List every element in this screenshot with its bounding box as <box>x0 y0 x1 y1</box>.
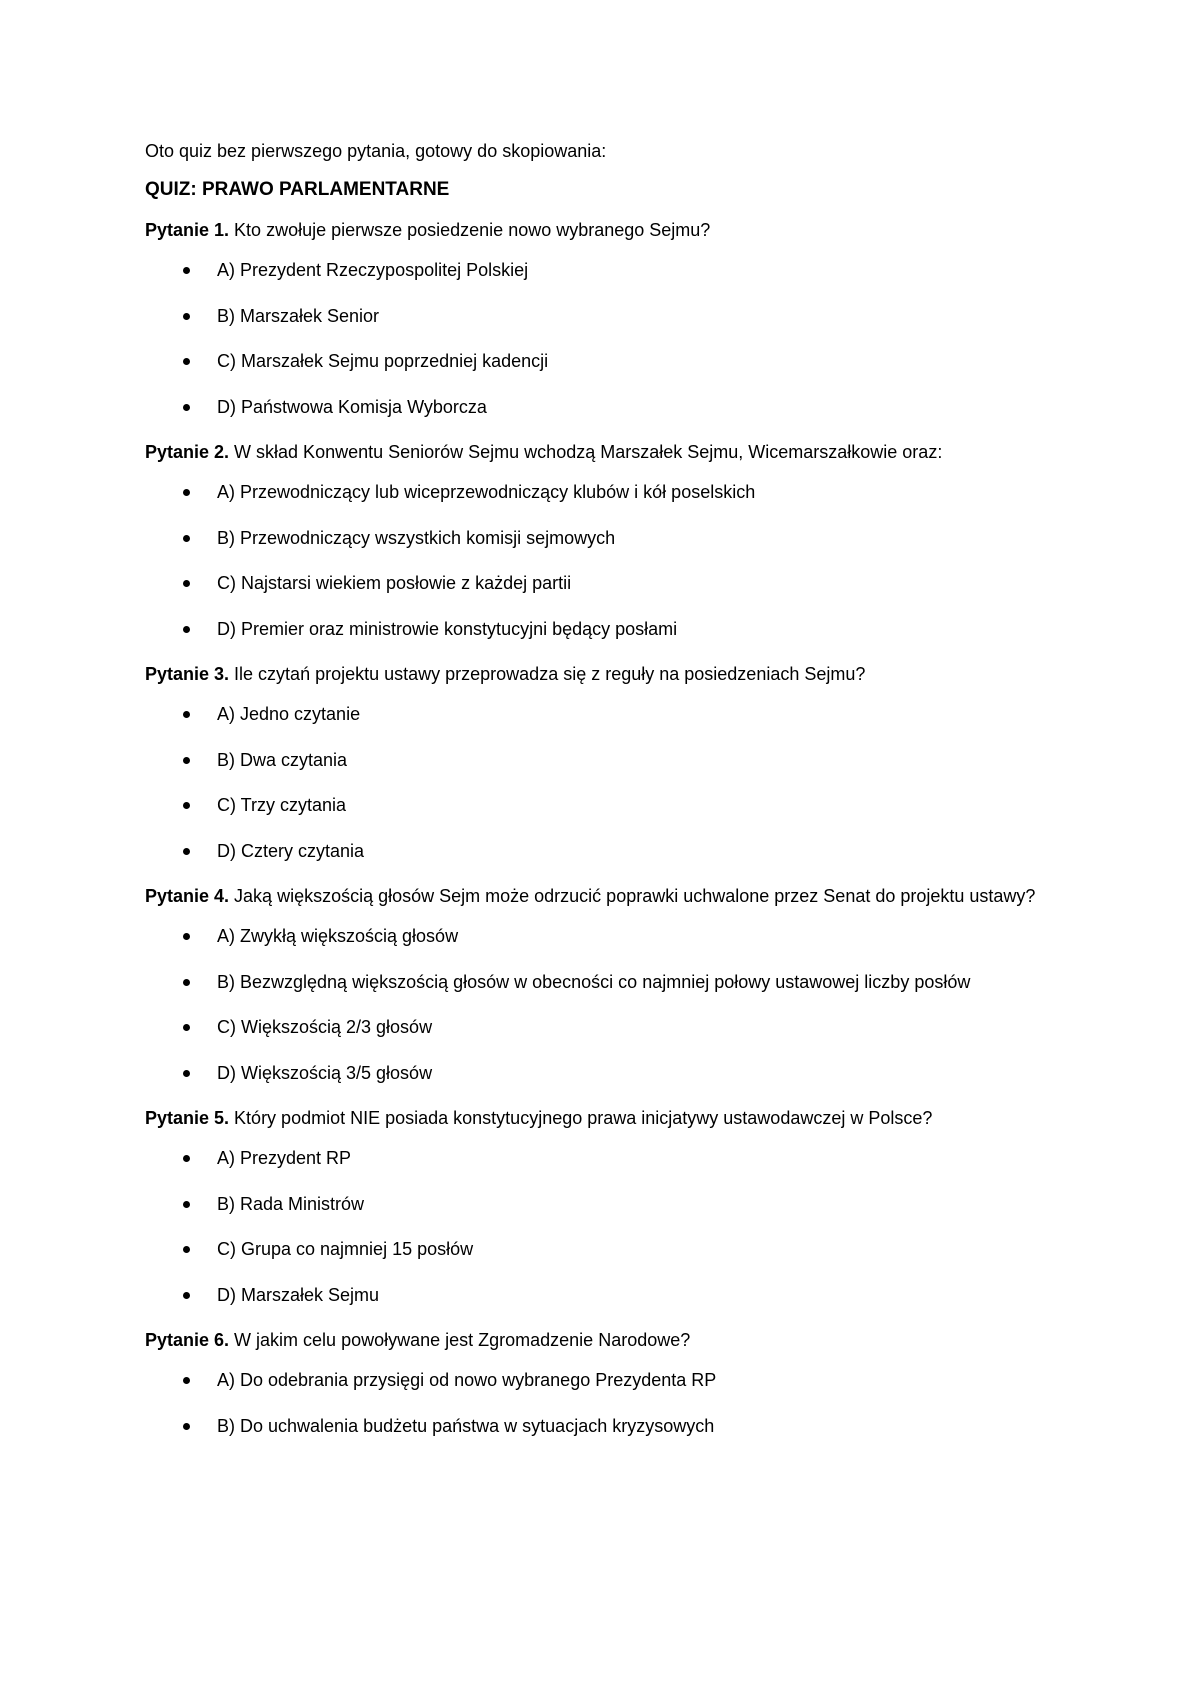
answer-item <box>145 349 1085 373</box>
intro-text: Oto quiz bez pierwszego pytania, gotowy do skopiowania: <box>145 141 607 161</box>
question-label: Pytanie 5. <box>145 1108 230 1128</box>
answer-list <box>145 702 1085 863</box>
question <box>145 662 1085 686</box>
question-block <box>145 1106 1085 1307</box>
bullet-icon <box>183 313 190 320</box>
question <box>145 440 1085 464</box>
answer-text: B) Przewodniczący wszystkich komisji sejmowych <box>217 527 616 548</box>
bullet-icon <box>183 267 190 274</box>
question-label: Pytanie 2. <box>145 442 230 462</box>
answer-item <box>145 702 1085 726</box>
question-label: Pytanie 6. <box>145 1330 230 1350</box>
bullet-icon <box>183 802 190 809</box>
answer-text: B) Bezwzględną większością głosów w obecności co najmniej połowy ustawowej liczby posłów <box>217 971 971 992</box>
bullet-icon <box>183 979 190 986</box>
answer-text: A) Jedno czytanie <box>217 704 361 724</box>
answer-item <box>145 1192 1085 1216</box>
answer-text: A) Prezydent Rzeczypospolitej Polskiej <box>217 260 529 280</box>
question <box>145 218 1085 242</box>
answer-item <box>145 793 1085 817</box>
bullet-icon <box>183 1070 190 1077</box>
question <box>145 1328 1085 1352</box>
answer-text: A) Prezydent RP <box>217 1148 352 1168</box>
bullet-icon <box>183 711 190 718</box>
question-text: Kto zwołuje pierwsze posiedzenie nowo wybranego Sejmu? <box>229 220 711 240</box>
answer-text: D) Premier oraz ministrowie konstytucyjni będący posłami <box>217 618 678 639</box>
bullet-icon <box>183 933 190 940</box>
answer-item <box>145 571 1085 595</box>
question-label: Pytanie 4. <box>145 886 230 906</box>
answer-text: D) Większością 3/5 głosów <box>217 1062 433 1083</box>
answer-text: B) Rada Ministrów <box>217 1193 365 1214</box>
question <box>145 884 1085 908</box>
answer-text: D) Państwowa Komisja Wyborcza <box>217 396 487 417</box>
bullet-icon <box>183 535 190 542</box>
answer-text: C) Najstarsi wiekiem posłowie z każdej partii <box>217 573 572 593</box>
bullet-icon <box>183 1377 190 1384</box>
question-text: Który podmiot NIE posiada konstytucyjnego prawa inicjatywy ustawodawczej w Polsce? <box>229 1108 933 1128</box>
answer-text: D) Marszałek Sejmu <box>217 1284 380 1305</box>
question-block <box>145 662 1085 863</box>
answer-text: A) Do odebrania przysięgi od nowo wybranego Prezydenta RP <box>217 1370 717 1390</box>
bullet-icon <box>183 358 190 365</box>
answer-item <box>145 258 1085 282</box>
answer-item <box>145 1414 1085 1438</box>
answer-text: A) Zwykłą większością głosów <box>217 926 459 946</box>
answer-item <box>145 1015 1085 1039</box>
bullet-icon <box>183 1201 190 1208</box>
question-block <box>145 884 1085 1085</box>
answer-list <box>145 480 1085 641</box>
answer-list <box>145 258 1085 419</box>
question-text: W jakim celu powoływane jest Zgromadzenie Narodowe? <box>229 1330 691 1350</box>
question-text: W skład Konwentu Seniorów Sejmu wchodzą Marszałek Sejmu, Wicemarszałkowie oraz: <box>229 442 943 462</box>
answer-text: B) Marszałek Senior <box>217 305 380 326</box>
question-text: Ile czytań projektu ustawy przeprowadza się z reguły na posiedzeniach Sejmu? <box>229 664 866 684</box>
answer-text: C) Trzy czytania <box>217 795 347 815</box>
answer-item <box>145 970 1085 994</box>
question-label: Pytanie 1. <box>145 220 230 240</box>
answer-text: C) Marszałek Sejmu poprzedniej kadencji <box>217 351 549 371</box>
bullet-icon <box>183 1155 190 1162</box>
answer-item <box>145 1061 1085 1085</box>
answer-text: B) Dwa czytania <box>217 749 348 770</box>
bullet-icon <box>183 489 190 496</box>
answer-item <box>145 748 1085 772</box>
answer-item <box>145 924 1085 948</box>
question-text: Jaką większością głosów Sejm może odrzucić poprawki uchwalone przez Senat do projektu ustawy? <box>229 886 1036 906</box>
question-list <box>145 218 1085 1438</box>
document-page <box>145 140 1085 1459</box>
question-block <box>145 218 1085 419</box>
answer-item <box>145 1368 1085 1392</box>
bullet-icon <box>183 1292 190 1299</box>
answer-item <box>145 1237 1085 1261</box>
answer-item <box>145 1146 1085 1170</box>
answer-item <box>145 1283 1085 1307</box>
quiz-title: QUIZ: PRAWO PARLAMENTARNE <box>145 179 450 200</box>
bullet-icon <box>183 580 190 587</box>
answer-item <box>145 480 1085 504</box>
question <box>145 1106 1085 1130</box>
answer-item <box>145 526 1085 550</box>
answer-text: B) Do uchwalenia budżetu państwa w sytuacjach kryzysowych <box>217 1415 715 1436</box>
bullet-icon <box>183 1246 190 1253</box>
answer-text: C) Grupa co najmniej 15 posłów <box>217 1239 474 1259</box>
answer-text: C) Większością 2/3 głosów <box>217 1017 433 1037</box>
bullet-icon <box>183 757 190 764</box>
answer-item <box>145 304 1085 328</box>
bullet-icon <box>183 404 190 411</box>
answer-list <box>145 924 1085 1085</box>
question-block <box>145 1328 1085 1438</box>
bullet-icon <box>183 1423 190 1430</box>
answer-list <box>145 1146 1085 1307</box>
question-label: Pytanie 3. <box>145 664 230 684</box>
bullet-icon <box>183 626 190 633</box>
bullet-icon <box>183 1024 190 1031</box>
bullet-icon <box>183 848 190 855</box>
answer-text: D) Cztery czytania <box>217 840 365 861</box>
answer-item <box>145 839 1085 863</box>
answer-item <box>145 395 1085 419</box>
question-block <box>145 440 1085 641</box>
answer-text: A) Przewodniczący lub wiceprzewodniczący klubów i kół poselskich <box>217 482 756 502</box>
answer-item <box>145 617 1085 641</box>
answer-list <box>145 1368 1085 1438</box>
